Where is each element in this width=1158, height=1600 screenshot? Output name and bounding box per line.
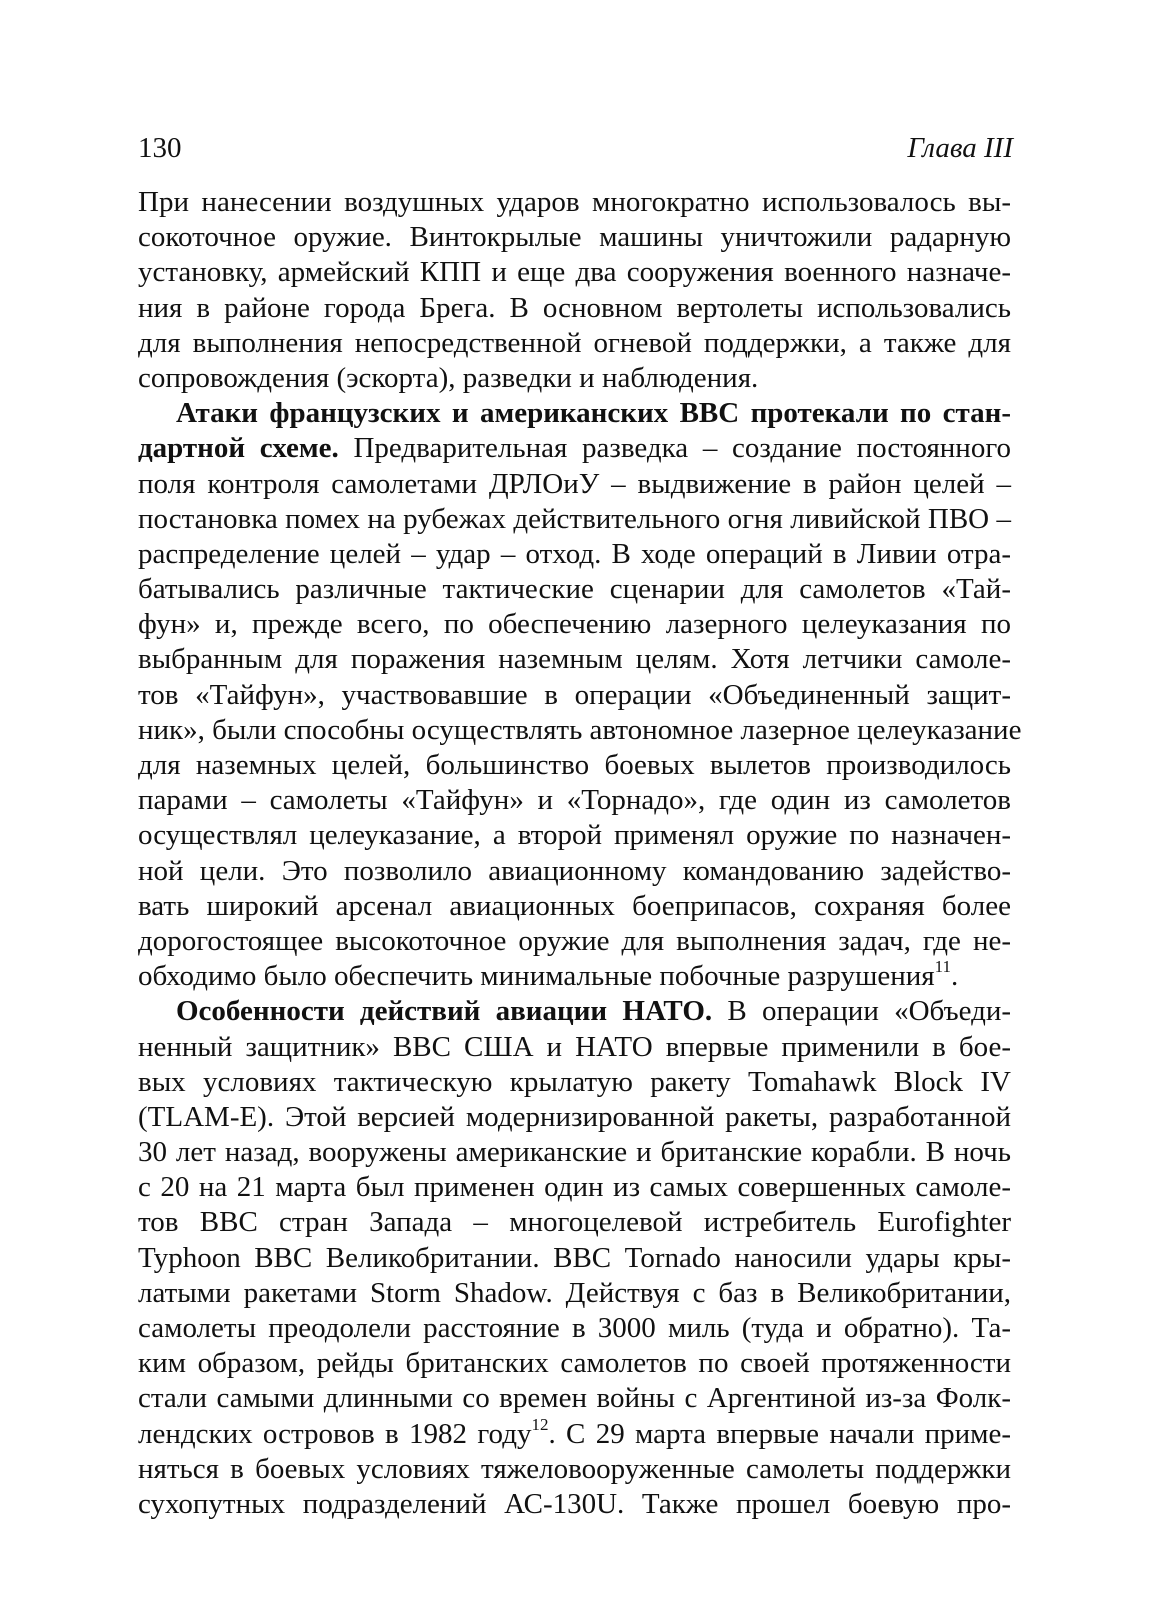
text-line: [138, 1205, 1011, 1240]
text-line: [138, 255, 1011, 290]
text-line: [138, 361, 1011, 396]
line-text: При нанесении воздушных ударов многократно использовалось вы-: [138, 186, 1011, 218]
line-text-after-footnote: .: [950, 960, 959, 993]
line-text: распределение целей – удар – отход. В ходе операций в Ливии отра-: [138, 537, 1011, 570]
line-text: тов «Тайфун», участвовавшие в операции «Объединенный защит-: [138, 678, 1011, 711]
text-line: [138, 291, 1011, 326]
text-line: [138, 818, 1011, 853]
text-line: [138, 1170, 1011, 1205]
line-text: няться в боевых условиях тяжеловооруженные самолеты поддержки: [138, 1452, 1011, 1485]
text-line: [138, 1100, 1011, 1135]
line-text: вать широкий арсенал авиационных боеприпасов, сохраняя более: [138, 889, 1011, 922]
running-head: [138, 128, 1013, 168]
line-text: дорогостоящее высокоточное оружие для выполнения задач, где не-: [138, 924, 1011, 957]
line-text: с 20 на 21 марта был применен один из самых совершенных самоле-: [138, 1171, 1011, 1204]
line-text: поля контроля самолетами ДРЛОиУ – выдвижение в район целей –: [138, 467, 1011, 500]
line-text: вых условиях тактическую крылатую ракету Tomahawk Block IV: [138, 1065, 1011, 1098]
text-line: [138, 713, 1022, 748]
line-text: выбранным для поражения наземным целям. Хотя летчики самоле-: [138, 643, 1011, 676]
text-line: [138, 1487, 1011, 1522]
footnote-marker: 11: [934, 957, 951, 977]
text-line: [138, 1346, 1011, 1381]
text-line: [138, 502, 1011, 537]
text-line: [138, 994, 1011, 1029]
line-text: сокоточное оружие. Винтокрылые машины уничтожили радарную: [138, 221, 1011, 254]
text-line: [138, 1414, 1011, 1452]
line-text: Предварительная разведка – создание постоянного: [338, 432, 1011, 465]
body-text: [138, 185, 1022, 1522]
text-line: [138, 889, 1011, 924]
text-line: [138, 1311, 1011, 1346]
text-line: [138, 467, 1011, 502]
text-line: [138, 185, 1011, 220]
line-text: осуществлял целеуказание, а второй применял оружие по назначен-: [138, 819, 1011, 852]
line-text: ния в районе города Брега. В основном вертолеты использовались: [138, 291, 1011, 324]
line-text: сопровождения (эскорта), разведки и наблюдения.: [138, 361, 759, 394]
line-text: сухопутных подразделений АС-130U. Также прошел боевую про-: [138, 1487, 1011, 1520]
bold-run-in-heading: Особенности действий авиации НАТО.: [176, 995, 713, 1028]
chapter-title: Глава III: [907, 132, 1013, 164]
line-text: стали самыми длинными со времен войны с Аргентиной из-за Фолк-: [138, 1382, 1011, 1415]
text-line: [138, 572, 1011, 607]
line-text: самолеты преодолели расстояние в 3000 миль (туда и обратно). Та-: [138, 1312, 1011, 1344]
text-line: [138, 783, 1011, 818]
line-text: лендских островов в 1982 году: [138, 1417, 532, 1450]
text-line: [138, 959, 1011, 994]
text-line: [138, 396, 1011, 431]
line-text: для выполнения непосредственной огневой поддержки, а также для: [138, 326, 1011, 359]
line-text: фун» и, прежде всего, по обеспечению лазерного целеуказания по: [138, 608, 1011, 641]
line-text: установку, армейский КПП и еще два сооружения военного назначе-: [138, 256, 1011, 289]
line-text: парами – самолеты «Тайфун» и «Торнадо», где один из самолетов: [138, 784, 1011, 817]
line-text: для наземных целей, большинство боевых вылетов производилось: [138, 749, 1011, 781]
text-line: [138, 1065, 1011, 1100]
line-text: ненный защитник» ВВС США и НАТО впервые применили в бое-: [138, 1030, 1011, 1063]
text-line: [138, 431, 1011, 466]
bold-run-in-heading: Атаки французских и американских ВВС протекали по стан-: [176, 397, 1011, 430]
text-line: [138, 1276, 1011, 1311]
line-text: постановка помех на рубежах действительного огня ливийской ПВО –: [138, 502, 1011, 535]
line-text-after-footnote: . С 29 марта впервые начали приме-: [548, 1417, 1011, 1450]
text-line: [138, 607, 1011, 642]
text-line: [138, 1030, 1011, 1065]
text-line: [138, 678, 1011, 713]
text-line: [138, 537, 1011, 572]
line-text: обходимо было обеспечить минимальные побочные разрушения: [138, 960, 935, 993]
text-line: [138, 1452, 1011, 1487]
text-line: [138, 1135, 1011, 1170]
text-line: [138, 326, 1011, 361]
line-text: ной цели. Это позволило авиационному командованию задейство-: [138, 854, 1011, 887]
text-line: [138, 1241, 1011, 1276]
line-text: В операции «Объеди-: [712, 995, 1012, 1028]
line-text: тов ВВС стран Запада – многоцелевой истребитель Eurofighter: [138, 1206, 1011, 1239]
line-text: батывались различные тактические сценарии для самолетов «Тай-: [138, 573, 1011, 606]
line-text: ким образом, рейды британских самолетов по своей протяженности: [138, 1347, 1011, 1380]
bold-run-in-heading: дартной схеме.: [138, 432, 339, 465]
text-line: [138, 220, 1011, 255]
line-text: 30 лет назад, вооружены американские и британские корабли. В ночь: [138, 1136, 1011, 1169]
line-text: латыми ракетами Storm Shadow. Действуя с баз в Великобритании,: [138, 1276, 1011, 1309]
line-text: Typhoon ВВС Великобритании. ВВС Tornado наносили удары кры-: [138, 1241, 1011, 1274]
text-line: [138, 748, 1011, 783]
footnote-marker: 12: [531, 1414, 549, 1434]
line-text: (TLAM-E). Этой версией модернизированной ракеты, разработанной: [138, 1100, 1011, 1133]
line-text: ник», были способны осуществлять автономное лазерное целеуказание: [138, 713, 1022, 746]
page-number: 130: [138, 132, 182, 164]
text-line: [138, 642, 1011, 677]
text-line: [138, 854, 1011, 889]
text-line: [138, 924, 1011, 959]
text-line: [138, 1381, 1011, 1416]
